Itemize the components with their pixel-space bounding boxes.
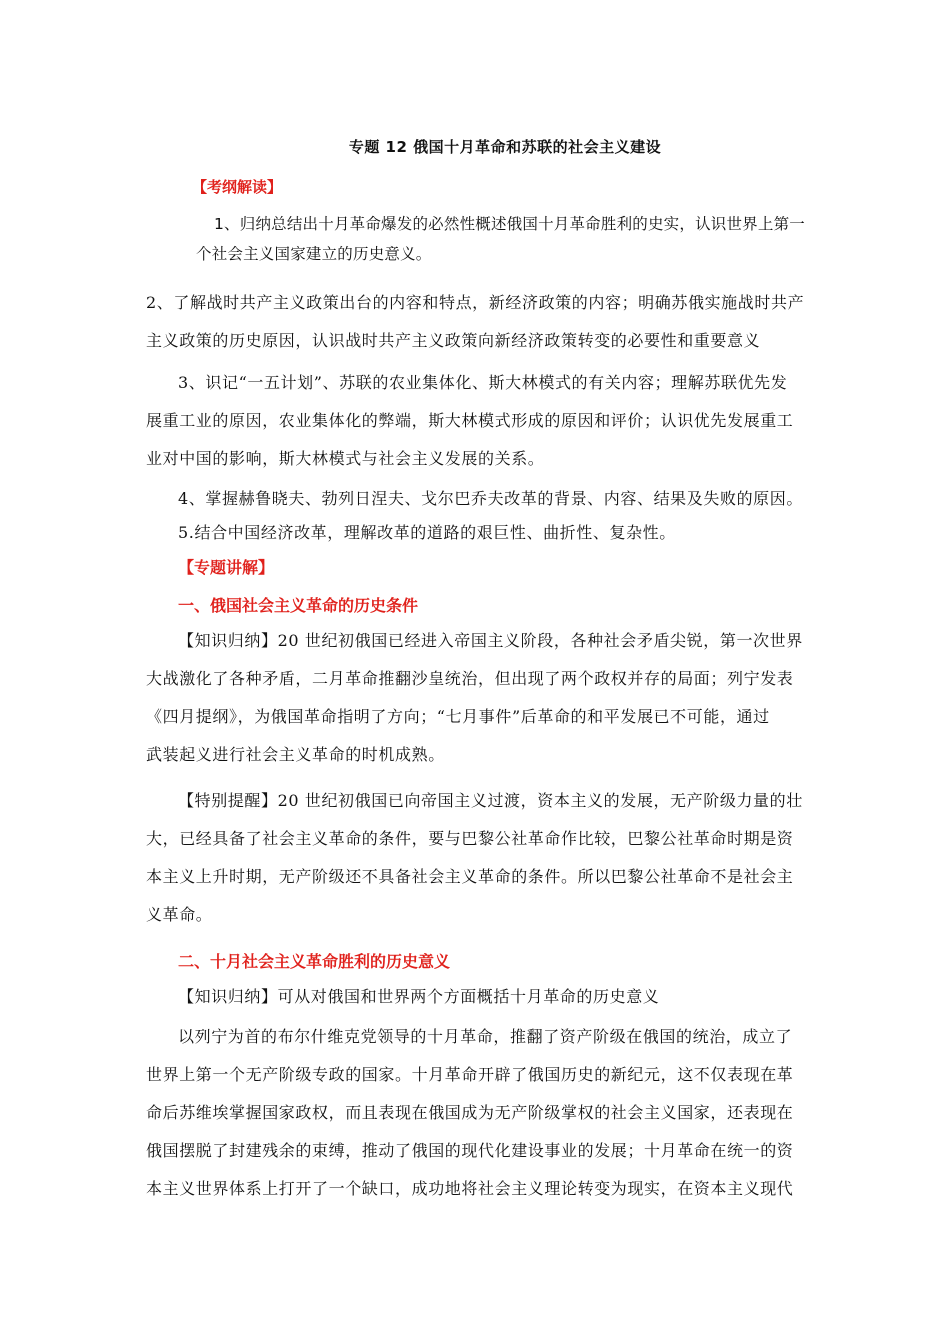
- syllabus-item-3: [146, 364, 808, 478]
- section-1-paragraph-2: [146, 782, 808, 934]
- paragraph-line: 命后苏维埃掌握国家政权，而且表现在俄国成为无产阶级掌权的社会主义国家，还表现在: [146, 1103, 794, 1122]
- paragraph-line: 【特别提醒】20 世纪初俄国已向帝国主义过渡，资本主义的发展，无产阶级力量的壮: [178, 791, 803, 810]
- syllabus-item-5: [146, 514, 808, 552]
- paragraph-line: 2、了解战时共产主义政策出台的内容和特点，新经济政策的内容；明确苏俄实施战时共产: [146, 293, 805, 312]
- syllabus-item-1-line: 个社会主义国家建立的历史意义。: [196, 245, 432, 263]
- paragraph-line: 4、掌握赫鲁晓夫、勃列日涅夫、戈尔巴乔夫改革的背景、内容、结果及失败的原因。: [178, 489, 803, 508]
- section-1-paragraph-1: [146, 622, 808, 774]
- section-1-heading: 一、俄国社会主义革命的历史条件: [178, 596, 419, 615]
- paragraph-line: 俄国摆脱了封建残余的束缚，推动了俄国的现代化建设事业的发展；十月革命在统一的资: [146, 1141, 794, 1160]
- paragraph-line: 本主义世界体系上打开了一个缺口，成功地将社会主义理论转变为现实，在资本主义现代: [146, 1179, 794, 1198]
- paragraph-line: 以列宁为首的布尔什维克党领导的十月革命，推翻了资产阶级在俄国的统治，成立了: [178, 1027, 793, 1046]
- paragraph-line: 3、识记“一五计划”、苏联的农业集体化、斯大林模式的有关内容；理解苏联优先发: [178, 373, 788, 392]
- document-title: 专题 12 俄国十月革命和苏联的社会主义建设: [348, 138, 662, 156]
- syllabus-heading: 【考纲解读】: [192, 178, 283, 196]
- paragraph-line: 主义政策的历史原因，认识战时共产主义政策向新经济政策转变的必要性和重要意义: [146, 331, 761, 350]
- paragraph-line: 【知识归纳】可从对俄国和世界两个方面概括十月革命的历史意义: [178, 987, 660, 1006]
- paragraph-line: 本主义上升时期，无产阶级还不具备社会主义革命的条件。所以巴黎公社革命不是社会主: [146, 867, 794, 886]
- syllabus-item-1-cont: [196, 240, 796, 268]
- section-2-paragraph-1: [146, 978, 808, 1016]
- paragraph-line: 世界上第一个无产阶级专政的国家。十月革命开辟了俄国历史的新纪元，这不仅表现在革: [146, 1065, 794, 1084]
- lecture-heading: 【专题讲解】: [178, 558, 275, 577]
- paragraph-line: 展重工业的原因，农业集体化的弊端，斯大林模式形成的原因和评价；认识优先发展重工: [146, 411, 794, 430]
- section-2-paragraph-2: [146, 1018, 808, 1208]
- syllabus-item-1-line: 1、归纳总结出十月革命爆发的必然性概述俄国十月革命胜利的史实，认识世界上第一: [214, 215, 805, 233]
- paragraph-line: 义革命。: [146, 905, 213, 924]
- syllabus-item-2: [146, 284, 808, 360]
- paragraph-line: 业对中国的影响，斯大林模式与社会主义发展的关系。: [146, 449, 545, 468]
- section-2-heading: 二、十月社会主义革命胜利的历史意义: [178, 952, 451, 971]
- paragraph-line: 大，已经具备了社会主义革命的条件，要与巴黎公社革命作比较，巴黎公社革命时期是资: [146, 829, 794, 848]
- paragraph-line: 5.结合中国经济改革，理解改革的道路的艰巨性、曲折性、复杂性。: [178, 523, 676, 542]
- paragraph-line: 武装起义进行社会主义革命的时机成熟。: [146, 745, 445, 764]
- paragraph-line: 大战激化了各种矛盾，二月革命推翻沙皇统治，但出现了两个政权并存的局面；列宁发表: [146, 669, 794, 688]
- paragraph-line: 【知识归纳】20 世纪初俄国已经进入帝国主义阶段，各种社会矛盾尖锐，第一次世界: [178, 631, 803, 650]
- syllabus-item-4: [146, 480, 808, 518]
- paragraph-line: 《四月提纲》，为俄国革命指明了方向；“七月事件”后革命的和平发展已不可能，通过: [146, 707, 770, 726]
- syllabus-item-1: [214, 208, 814, 240]
